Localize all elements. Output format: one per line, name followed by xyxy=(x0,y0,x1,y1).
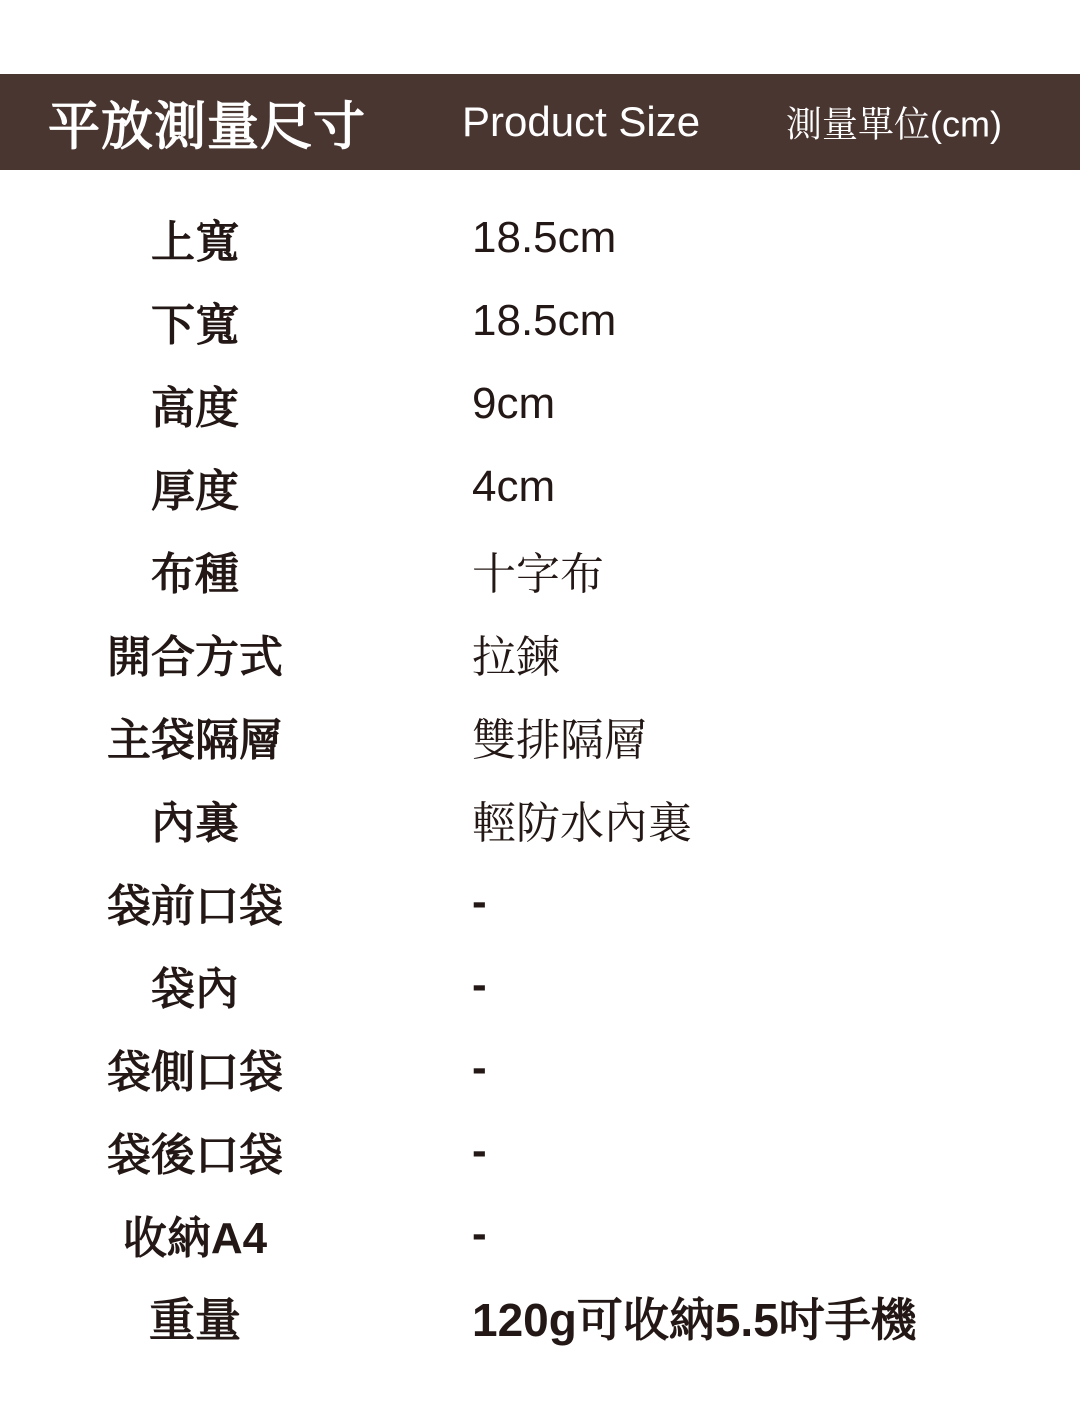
spec-value: 拉鍊 xyxy=(472,632,560,682)
spec-value: 18.5cm xyxy=(472,212,617,262)
spec-label: 袋側口袋 xyxy=(107,1047,283,1097)
table-row xyxy=(0,279,1080,362)
spec-label: 主袋隔層 xyxy=(107,715,283,765)
header-title-zh: 平放測量尺寸 xyxy=(48,98,367,157)
spec-label: 下寬 xyxy=(151,300,239,350)
table-row xyxy=(0,362,1080,445)
spec-value: - xyxy=(472,1125,487,1175)
table-row xyxy=(0,1109,1080,1192)
spec-label: 開合方式 xyxy=(107,632,283,682)
spec-value: - xyxy=(472,1042,487,1092)
table-row xyxy=(0,1026,1080,1109)
spec-value: 18.5cm xyxy=(472,295,617,345)
spec-value: 雙排隔層 xyxy=(472,715,648,765)
spec-value: - xyxy=(472,1208,487,1258)
table-row xyxy=(0,777,1080,860)
header-title-en: Product Size xyxy=(462,98,701,145)
spec-label: 布種 xyxy=(151,549,239,599)
spec-value: 十字布 xyxy=(472,549,604,599)
spec-value: 4cm xyxy=(472,461,556,511)
table-row xyxy=(0,611,1080,694)
spec-label: 袋前口袋 xyxy=(107,881,283,931)
table-row xyxy=(0,860,1080,943)
spec-value: 120g可收納5.5吋手機 xyxy=(472,1293,917,1346)
spec-label: 袋後口袋 xyxy=(107,1130,283,1180)
table-row xyxy=(0,445,1080,528)
header-measurement-unit: 測量單位(cm) xyxy=(786,103,1002,145)
spec-label: 厚度 xyxy=(151,466,239,516)
spec-header-bar xyxy=(0,74,1080,170)
table-row xyxy=(0,1275,1080,1358)
table-row xyxy=(0,1192,1080,1275)
spec-value: 9cm xyxy=(472,378,556,428)
spec-label: 高度 xyxy=(151,383,239,433)
table-row xyxy=(0,196,1080,279)
spec-table xyxy=(0,196,1080,1358)
table-row xyxy=(0,528,1080,611)
spec-label: 袋內 xyxy=(151,964,239,1014)
table-row xyxy=(0,694,1080,777)
spec-value: - xyxy=(472,876,487,926)
spec-value: 輕防水內裏 xyxy=(472,798,692,848)
spec-label: 內裏 xyxy=(151,798,239,848)
spec-label: 重量 xyxy=(149,1293,241,1346)
table-row xyxy=(0,943,1080,1026)
spec-value: - xyxy=(472,959,487,1009)
spec-label: 上寬 xyxy=(151,217,239,267)
spec-label: 收納A4 xyxy=(122,1213,268,1263)
